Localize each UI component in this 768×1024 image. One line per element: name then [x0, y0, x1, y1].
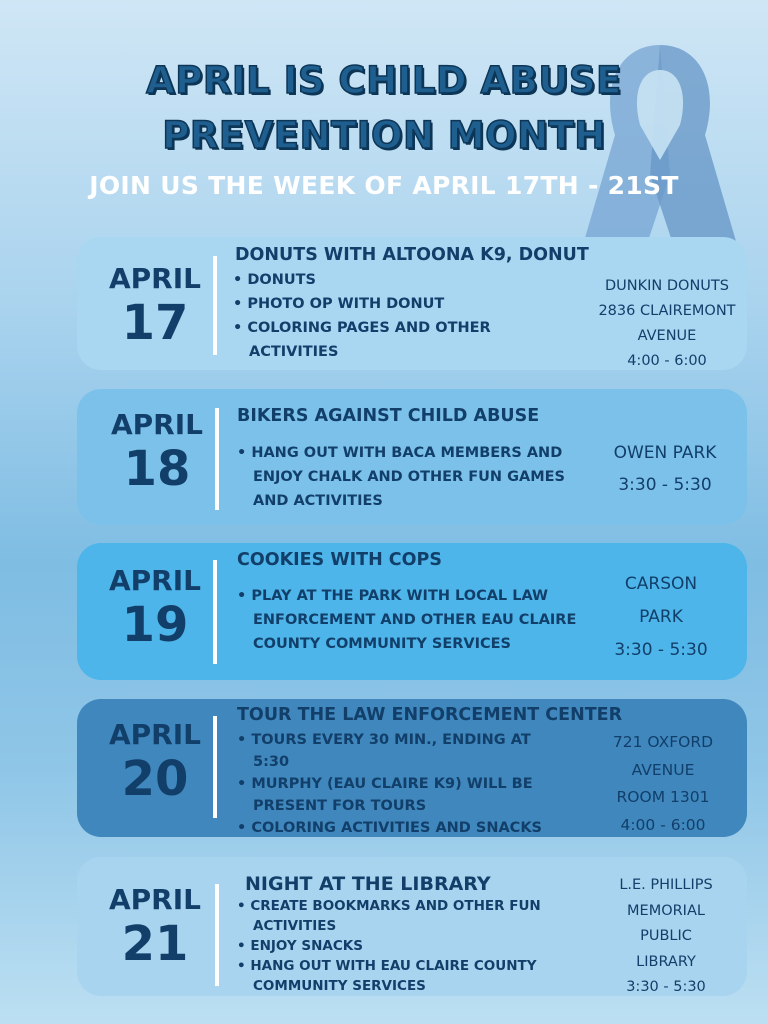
location-line: L.E. PHILLIPS: [619, 877, 713, 893]
location-line: ROOM 1301: [616, 788, 710, 806]
location-line: DUNKIN DONUTS: [605, 278, 729, 294]
page-subtitle: JOIN US THE WEEK OF APRIL 17TH - 21ST: [89, 171, 679, 200]
location-line: AVENUE: [637, 328, 697, 344]
event-time: 3:30 - 5:30: [626, 979, 706, 995]
event-bullets: [237, 584, 577, 656]
event-bullet: • DONUTS: [233, 268, 563, 292]
location-line: PUBLIC: [640, 928, 692, 944]
event-date: [95, 718, 215, 806]
event-bullet: • CREATE BOOKMARKS AND OTHER FUN ACTIVITIES: [237, 896, 557, 936]
event-title: TOUR THE LAW ENFORCEMENT CENTER: [237, 705, 623, 725]
event-location: [586, 873, 746, 1001]
location-line: LIBRARY: [636, 953, 696, 970]
event-location: [586, 568, 736, 667]
event-bullet: • ENJOY SNACKS: [237, 936, 557, 956]
event-divider: [213, 256, 217, 355]
event-month: APRIL: [108, 262, 201, 295]
event-bullets: [233, 268, 563, 364]
event-title: DONUTS WITH ALTOONA K9, DONUT: [235, 245, 589, 265]
event-day: 17: [121, 295, 189, 351]
location-line: 721 OXFORD: [612, 733, 714, 751]
event-title: NIGHT AT THE LIBRARY: [245, 873, 491, 895]
event-month: APRIL: [110, 408, 203, 441]
event-day: 19: [121, 597, 189, 653]
event-time: 3:30 - 5:30: [618, 475, 712, 495]
event-bullet: • HANG OUT WITH EAU CLAIRE COUNTY COMMUNITY SERVICES: [237, 956, 557, 996]
location-line: PARK: [639, 607, 683, 627]
event-month: APRIL: [108, 883, 201, 916]
event-location: [590, 437, 740, 501]
event-divider: [213, 560, 217, 664]
event-divider: [215, 884, 219, 986]
location-line: 2836 CLAIREMONT: [598, 303, 736, 319]
event-bullet: • TOURS EVERY 30 MIN., ENDING AT 5:30: [237, 729, 557, 773]
event-date: [95, 883, 215, 971]
location-line: AVENUE: [631, 760, 695, 779]
event-date: [95, 564, 215, 652]
event-date: [97, 408, 217, 496]
event-month: APRIL: [108, 564, 201, 597]
event-day: 18: [123, 441, 191, 497]
event-time: 3:30 - 5:30: [614, 640, 708, 660]
event-day: 21: [121, 916, 189, 972]
event-location: [592, 274, 742, 374]
event-bullets: [237, 441, 577, 513]
event-divider: [213, 716, 217, 818]
event-time: 4:00 - 6:00: [627, 353, 707, 369]
event-divider: [215, 408, 219, 510]
event-bullet: • MURPHY (EAU CLAIRE K9) WILL BE PRESENT FOR TOURS: [237, 773, 557, 817]
event-time: 4:00 - 6:00: [620, 815, 706, 834]
event-date: [95, 262, 215, 350]
location-line: CARSON: [624, 574, 698, 594]
event-title: COOKIES WITH COPS: [237, 550, 442, 570]
event-bullets: [237, 896, 557, 996]
event-bullet: • COLORING ACTIVITIES AND SNACKS: [237, 817, 557, 839]
event-bullet: • COLORING PAGES AND OTHER ACTIVITIES: [233, 316, 563, 364]
page-title-line-1: APRIL IS CHILD ABUSE: [146, 59, 622, 102]
event-bullet: • PHOTO OP WITH DONUT: [233, 292, 563, 316]
page-title-line-2: PREVENTION MONTH: [162, 114, 606, 157]
event-day: 20: [121, 751, 189, 807]
location-line: OWEN PARK: [613, 443, 717, 463]
event-bullets: [237, 729, 557, 839]
location-line: MEMORIAL: [627, 902, 705, 919]
event-month: APRIL: [108, 718, 201, 751]
event-bullet: • HANG OUT WITH BACA MEMBERS AND ENJOY CHALK AND OTHER FUN GAMES AND ACTIVITIES: [237, 441, 577, 513]
event-location: [588, 729, 738, 839]
event-title: BIKERS AGAINST CHILD ABUSE: [237, 406, 540, 426]
event-bullet: • PLAY AT THE PARK WITH LOCAL LAW ENFORCEMENT AND OTHER EAU CLAIRE COUNTY COMMUNITY SERVICES: [237, 584, 577, 656]
